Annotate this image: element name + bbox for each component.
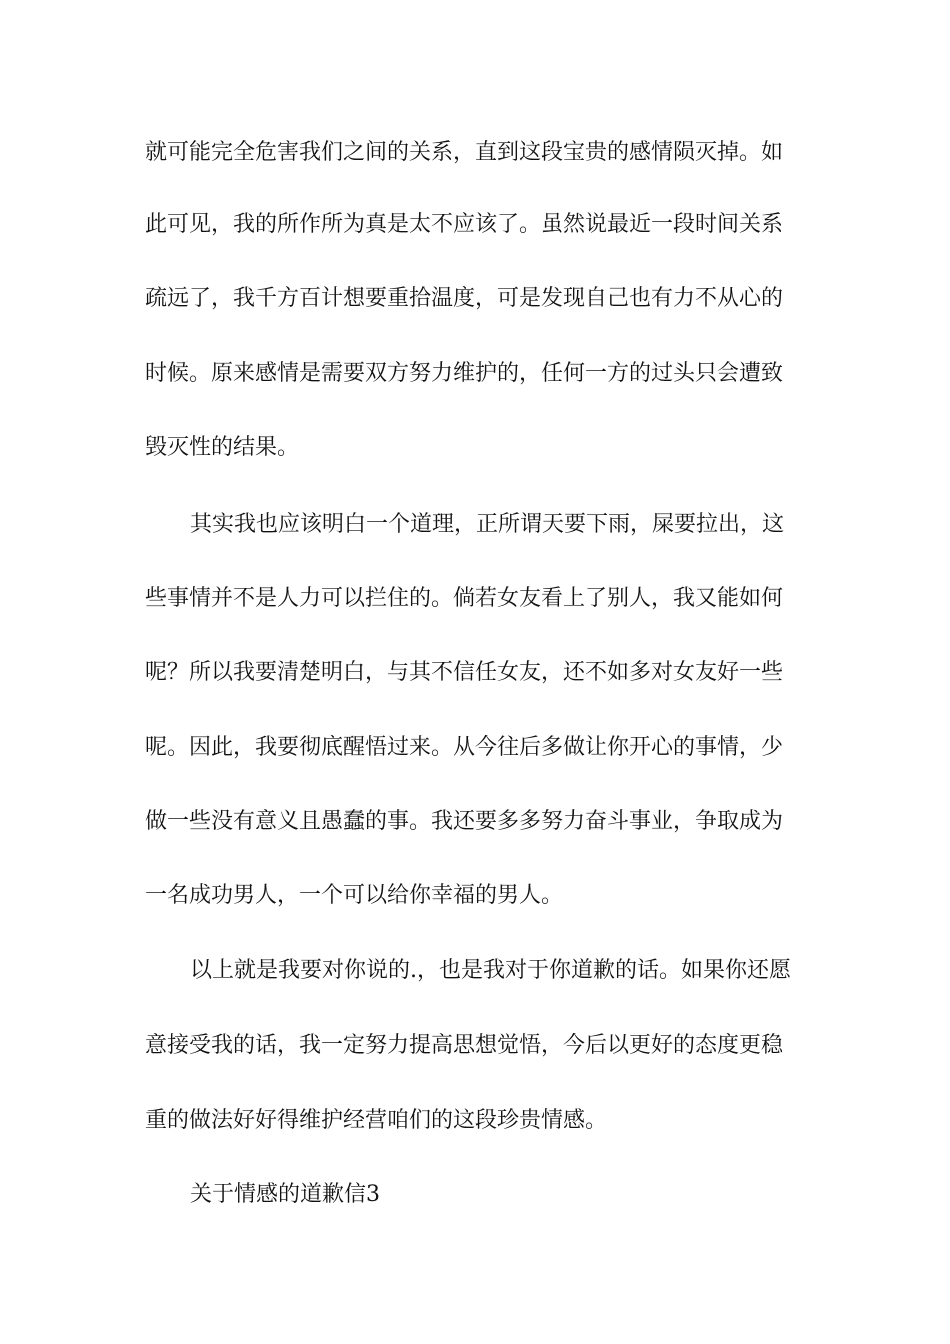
text-line: 呢？所以我要清楚明白，与其不信任女友，还不如多对女友好一些 [145, 660, 784, 685]
text-line: 一名成功男人，一个可以给你幸福的男人。 [145, 883, 564, 908]
text-line: 呢。因此，我要彻底醒悟过来。从今往后多做让你开心的事情，少 [145, 735, 784, 760]
text-line: 此可见，我的所作所为真是太不应该了。虽然说最近一段时间关系 [145, 212, 784, 237]
text-line: 做一些没有意义且愚蠢的事。我还要多多努力奋斗事业，争取成为 [145, 809, 784, 834]
text-line: 重的做法好好得维护经营咱们的这段珍贵情感。 [145, 1108, 608, 1133]
text-line: 疏远了，我千方百计想要重拾温度，可是发现自己也有力不从心的 [145, 286, 784, 311]
text-line: 就可能完全危害我们之间的关系，直到这段宝贵的感情陨灭掉。如 [145, 140, 784, 165]
section-heading: 关于情感的道歉信3 [190, 1182, 380, 1207]
paragraph-start-line: 其实我也应该明白一个道理，正所谓天要下雨，屎要拉出，这 [190, 512, 785, 537]
text-line: 时候。原来感情是需要双方努力维护的，任何一方的过头只会遭致 [145, 361, 784, 386]
text-line: 意接受我的话，我一定努力提高思想觉悟，今后以更好的态度更稳 [145, 1033, 784, 1058]
text-line: 毁灭性的结果。 [145, 435, 300, 460]
paragraph-start-line: 以上就是我要对你说的.，也是我对于你道歉的话。如果你还愿 [190, 958, 791, 983]
text-line: 些事情并不是人力可以拦住的。倘若女友看上了别人，我又能如何 [145, 586, 784, 611]
